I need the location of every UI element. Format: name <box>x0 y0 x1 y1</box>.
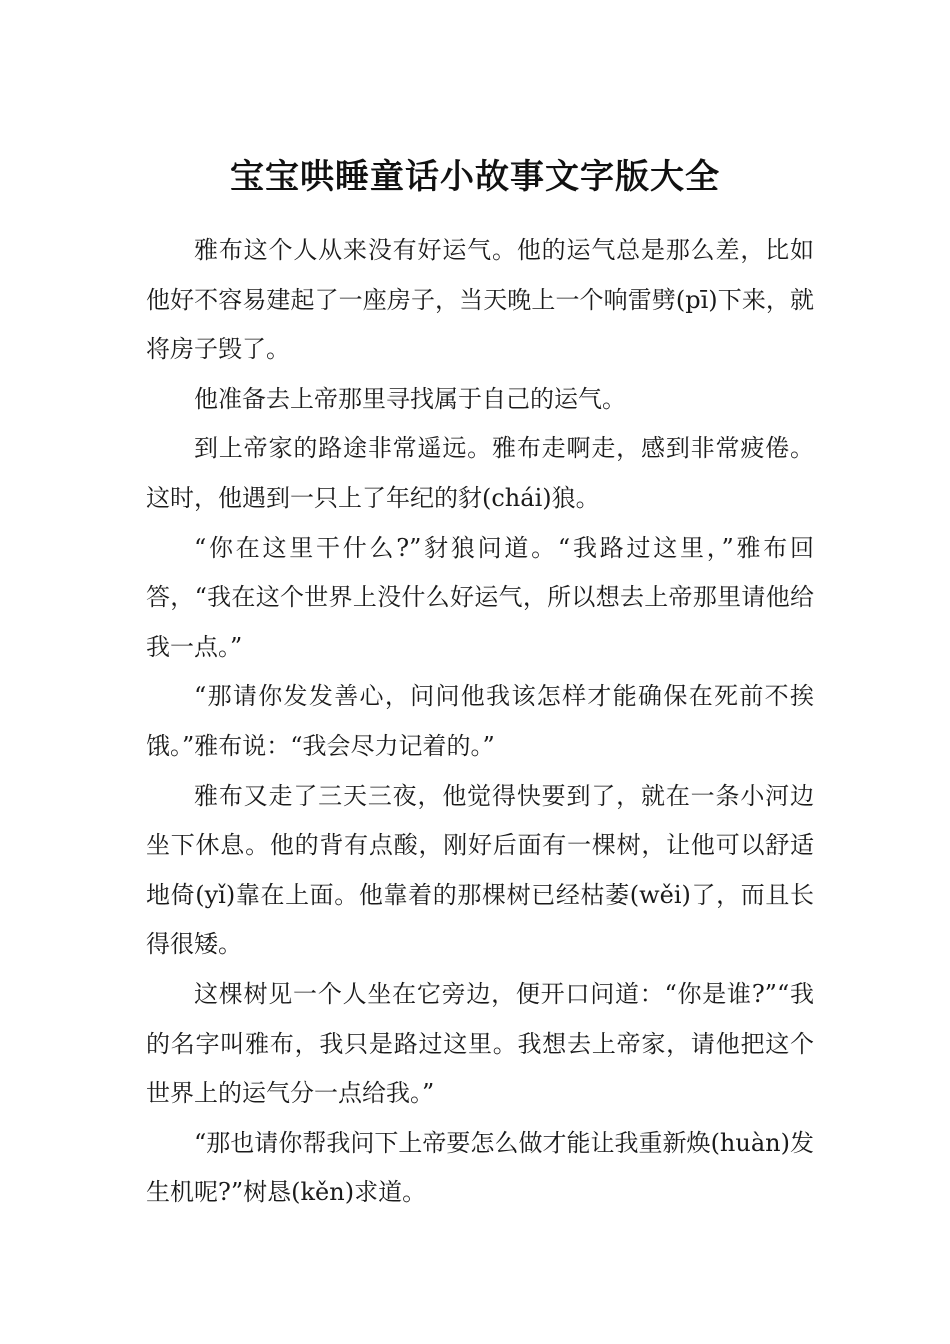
page-title: 宝宝哄睡童话小故事文字版大全 <box>230 156 720 197</box>
paragraph: 到上帝家的路途非常遥远。雅布走啊走，感到非常疲倦。这时，他遇到一只上了年纪的豺(chái)狼。 <box>146 434 814 512</box>
paragraph: 这棵树见一个人坐在它旁边，便开口问道：“你是谁?”“我的名字叫雅布，我只是路过这里。我想去上帝家，请他把这个世界上的运气分一点给我。” <box>146 979 814 1108</box>
paragraph: 他准备去上帝那里寻找属于自己的运气。 <box>194 384 626 413</box>
paragraph: “那也请你帮我问下上帝要怎么做才能让我重新焕(huàn)发生机呢?”树恳(kěn)求道。 <box>146 1128 814 1207</box>
story-body <box>146 226 814 1218</box>
paragraph: “那请你发发善心，问问他我该怎样才能确保在死前不挨饿。”雅布说：“我会尽力记着的。” <box>146 682 814 760</box>
paragraph: 雅布又走了三天三夜，他觉得快要到了，就在一条小河边坐下休息。他的背有点酸，刚好后面有一棵树，让他可以舒适地倚(yǐ)靠在上面。他靠着的那棵树已经枯萎(wěi)了，而且长得很矮。 <box>146 781 814 959</box>
paragraph: “你在这里干什么?”豺狼问道。“我路过这里，”雅布回答，“我在这个世界上没什么好运气，所以想去上帝那里请他给我一点。” <box>146 533 814 661</box>
paragraph: 雅布这个人从来没有好运气。他的运气总是那么差，比如他好不容易建起了一座房子，当天晚上一个响雷劈(pī)下来，就将房子毁了。 <box>146 236 814 364</box>
